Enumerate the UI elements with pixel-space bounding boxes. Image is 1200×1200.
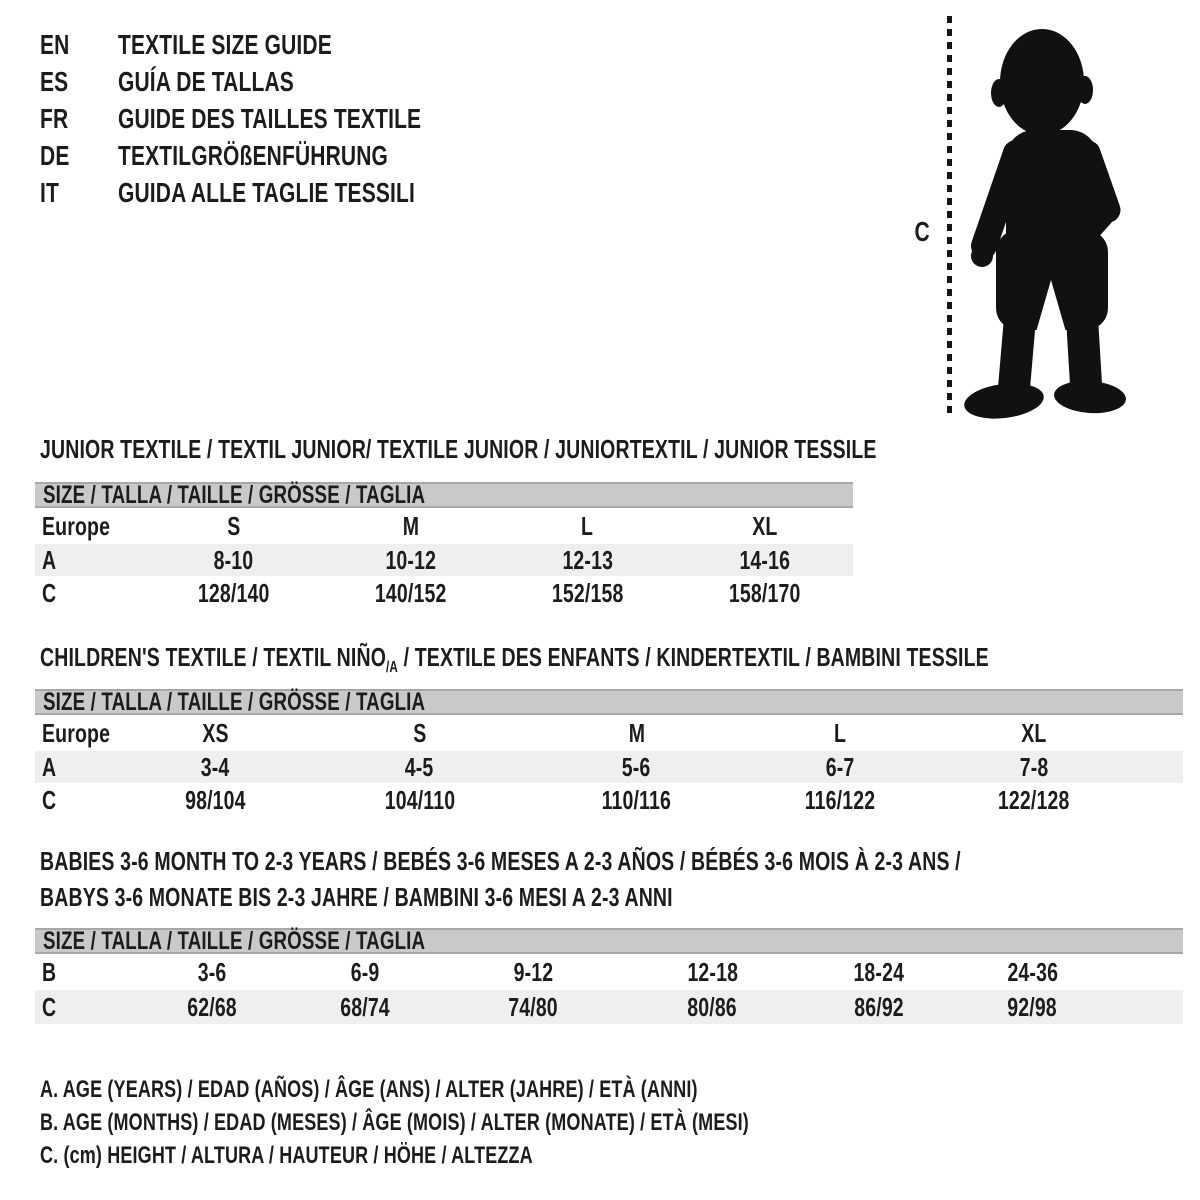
- height-cell: 140/152: [374, 577, 447, 608]
- table-row-height: [35, 783, 1183, 817]
- legend-block: [40, 1073, 985, 1172]
- height-cell: 104/110: [384, 784, 455, 815]
- guide-title-es: GUÍA DE TALLAS: [118, 65, 294, 97]
- months-cell: 3-6: [197, 956, 227, 987]
- age-cell: 8-10: [213, 544, 254, 575]
- language-code: IT: [40, 176, 59, 208]
- months-cell: 24-36: [1007, 956, 1058, 987]
- height-cell: 110/116: [601, 784, 672, 815]
- size-header-bar: SIZE / TALLA / TAILLE / GRÖSSE / TAGLIA: [35, 928, 1183, 954]
- height-cell: 74/80: [508, 991, 558, 1022]
- row-label-cell: B: [42, 956, 57, 987]
- height-cell: 152/158: [551, 577, 624, 608]
- size-cell: XL: [751, 510, 778, 541]
- size-cell: XS: [202, 717, 229, 748]
- legend-line-a: A. AGE (YEARS) / EDAD (AÑOS) / ÂGE (ANS) / ALTER (JAHRE) / ETÀ (ANNI): [40, 1075, 698, 1103]
- row-label-cell: C: [42, 577, 57, 608]
- height-cell: 128/140: [197, 577, 270, 608]
- months-cell: 6-9: [351, 956, 380, 987]
- size-cell: S: [412, 717, 427, 748]
- babies-section-title: [40, 843, 1200, 915]
- table-row-age: [35, 544, 853, 576]
- row-label-cell: Europe: [42, 510, 111, 541]
- guide-title-it: GUIDA ALLE TAGLIE TESSILI: [118, 176, 415, 208]
- size-cell: L: [581, 510, 594, 541]
- age-cell: 6-7: [825, 751, 855, 782]
- height-cell: 122/128: [998, 784, 1070, 815]
- language-row-it: [40, 174, 522, 211]
- language-row-de: [40, 137, 522, 174]
- age-cell: 3-4: [201, 751, 230, 782]
- size-header-bar: SIZE / TALLA / TAILLE / GRÖSSE / TAGLIA: [35, 482, 853, 508]
- table-row-sizes: [35, 715, 1183, 751]
- size-cell: M: [628, 717, 645, 748]
- row-label-cell: C: [42, 784, 57, 815]
- height-cell: 98/104: [185, 784, 246, 815]
- table-row-height: [35, 990, 1183, 1024]
- children-size-table: [35, 689, 1183, 817]
- language-row-es: [40, 63, 522, 100]
- table-row-height: [35, 576, 853, 610]
- height-cell: 86/92: [854, 991, 904, 1022]
- size-cell: L: [833, 717, 847, 748]
- height-cell: 116/122: [804, 784, 876, 815]
- height-cell: 92/98: [1007, 991, 1058, 1022]
- size-cell: S: [226, 510, 241, 541]
- table-row-age: [35, 751, 1183, 783]
- children-section-title: CHILDREN'S TEXTILE / TEXTIL $NIÑO_{/A}$ / TEXTILE DES ENFANTS / KINDERTEXTIL / BAMBINI TESSILE: [40, 642, 989, 677]
- height-cell: 68/74: [340, 991, 391, 1022]
- height-measure-dotted-line: [947, 16, 952, 416]
- age-cell: 14-16: [739, 544, 790, 575]
- language-code: EN: [40, 28, 70, 60]
- toddler-silhouette-icon: [962, 18, 1140, 422]
- age-cell: 12-13: [562, 544, 613, 575]
- row-label-cell: A: [42, 751, 57, 782]
- months-cell: 12-18: [687, 956, 738, 987]
- months-cell: 9-12: [513, 956, 553, 987]
- language-row-fr: [40, 100, 522, 137]
- size-cell: XL: [1021, 717, 1047, 748]
- babies-size-table: [35, 928, 1183, 1024]
- babies-title-line1: BABIES 3-6 MONTH TO 2-3 YEARS / BEBÉS 3-6 MESES A 2-3 AÑOS / BÉBÉS 3-6 MOIS À 2-3 ANS /: [40, 846, 961, 876]
- nino-a-subscript: /A: [386, 659, 399, 677]
- age-cell: 10-12: [385, 544, 436, 575]
- row-label-cell: Europe: [42, 717, 111, 748]
- junior-size-table: [35, 482, 853, 610]
- junior-section-title: JUNIOR TEXTILE / TEXTIL JUNIOR/ TEXTILE JUNIOR / JUNIORTEXTIL / JUNIOR TESSILE: [40, 434, 877, 464]
- language-title-block: [40, 26, 522, 211]
- guide-title-de: TEXTILGRÖßENFÜHRUNG: [118, 139, 389, 171]
- language-code: FR: [40, 102, 69, 134]
- height-measure-label: C: [914, 216, 930, 247]
- language-code: ES: [40, 65, 69, 97]
- row-label-cell: C: [42, 991, 57, 1022]
- row-label-cell: A: [42, 544, 57, 575]
- language-row-en: [40, 26, 522, 63]
- height-cell: 62/68: [187, 991, 237, 1022]
- size-cell: M: [402, 510, 419, 541]
- age-cell: 4-5: [405, 751, 434, 782]
- size-header-bar: SIZE / TALLA / TAILLE / GRÖSSE / TAGLIA: [35, 689, 1183, 715]
- guide-title-en: TEXTILE SIZE GUIDE: [118, 28, 332, 60]
- language-code: DE: [40, 139, 70, 171]
- months-cell: 18-24: [853, 956, 905, 987]
- legend-line-b: B. AGE (MONTHS) / EDAD (MESES) / ÂGE (MOIS) / ALTER (MONATE) / ETÀ (MESI): [40, 1108, 749, 1136]
- table-row-months: [35, 954, 1183, 990]
- age-cell: 5-6: [622, 751, 651, 782]
- legend-line-c: C. (cm) HEIGHT / ALTURA / HAUTEUR / HÖHE / ALTEZZA: [40, 1141, 533, 1169]
- height-cell: 158/170: [728, 577, 801, 608]
- age-cell: 7-8: [1019, 751, 1049, 782]
- guide-title-fr: GUIDE DES TAILLES TEXTILE: [118, 102, 422, 134]
- table-row-sizes: [35, 508, 853, 544]
- height-cell: 80/86: [687, 991, 738, 1022]
- babies-title-line2: BABYS 3-6 MONATE BIS 2-3 JAHRE / BAMBINI 3-6 MESI A 2-3 ANNI: [40, 882, 673, 912]
